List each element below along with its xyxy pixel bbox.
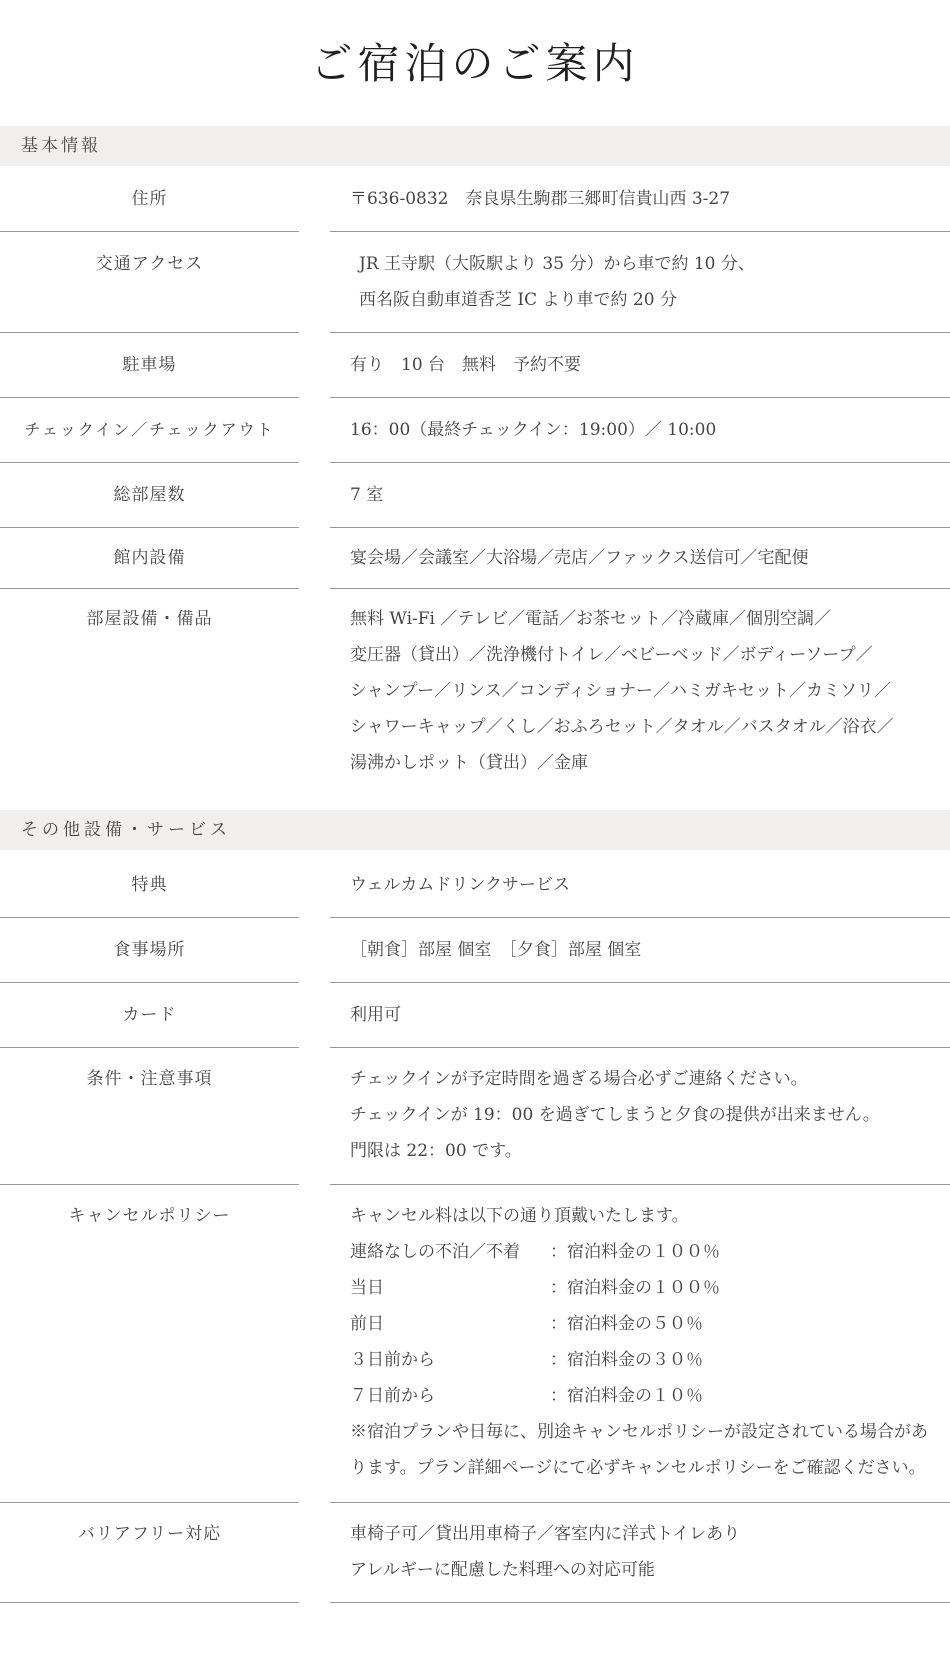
section-header-basic: 基本情報: [0, 126, 950, 166]
row-value-cancel-policy: [350, 1198, 930, 1486]
row-barrier-free: [0, 1503, 950, 1603]
row-value-rooms: [350, 477, 930, 513]
value-line: 西名阪自動車道香芝 IC より車で約 20 分: [359, 290, 677, 310]
cancel-condition: ７日前から: [350, 1386, 435, 1406]
row-value-benefit: [350, 867, 930, 903]
row-value-parking: [350, 347, 930, 383]
row-rooms: [0, 463, 950, 528]
cancel-note: ります。プラン詳細ページにて必ずキャンセルポリシーをご確認ください。: [350, 1458, 926, 1478]
value-line: 門限は 22：00 です。: [350, 1141, 522, 1161]
cancel-item: [350, 1378, 930, 1414]
cancel-condition: 前日: [350, 1314, 384, 1334]
row-value-address: [350, 181, 930, 217]
value-line: 〒636-0832 奈良県生駒郡三郷町信貴山西 3-27: [350, 189, 731, 209]
value-line: 無料 Wi-Fi ／テレビ／電話／お茶セット／冷蔵庫／個別空調／: [350, 609, 832, 629]
row-divider: [0, 1602, 299, 1603]
row-conditions: [0, 1048, 950, 1185]
value-line: シャワーキャップ／くし／おふろセット／タオル／バスタオル／浴衣／: [350, 717, 894, 737]
row-divider: [330, 1602, 950, 1603]
row-value-access: [359, 246, 939, 318]
row-label-parking: 駐車場: [122, 355, 177, 375]
value-line: ［朝食］部屋 個室 ［夕食］部屋 個室: [350, 940, 642, 960]
row-label-barrier-free: バリアフリー対応: [77, 1524, 222, 1544]
row-facilities: [0, 528, 950, 589]
other-info-table: [0, 850, 950, 1603]
row-dining: [0, 918, 950, 983]
row-value-barrier-free: [350, 1516, 930, 1588]
cancel-note: ※宿泊プランや日毎に、別途キャンセルポリシーが設定されている場合があ: [350, 1422, 928, 1442]
value-line: チェックインが予定時間を過ぎる場合必ずご連絡ください。: [350, 1069, 808, 1089]
value-line: 利用可: [350, 1005, 401, 1025]
row-label-access: 交通アクセス: [95, 254, 204, 274]
row-label-amenities: 部屋設備・備品: [86, 609, 213, 629]
row-label-conditions: 条件・注意事項: [86, 1069, 213, 1089]
cancel-item: [350, 1306, 930, 1342]
row-benefit: [0, 850, 950, 918]
value-line: 車椅子可／貸出用車椅子／客室内に洋式トイレあり: [350, 1524, 741, 1544]
row-address: [0, 166, 950, 232]
row-parking: [0, 333, 950, 398]
cancel-fee: ：宿泊料金の３０％: [550, 1350, 703, 1370]
row-value-dining: [350, 932, 930, 968]
cancel-condition: 連絡なしの不泊／不着: [350, 1242, 520, 1262]
cancel-fee: ：宿泊料金の１００％: [550, 1242, 720, 1262]
row-label-benefit: 特典: [131, 875, 168, 895]
value-line: JR 王寺駅（大阪駅より 35 分）から車で約 10 分、: [359, 254, 755, 274]
value-line: チェックインが 19：00 を過ぎてしまうと夕食の提供が出来ません。: [350, 1105, 880, 1125]
cancel-fee: ：宿泊料金の１０％: [550, 1386, 703, 1406]
cancel-fee: ：宿泊料金の１００％: [550, 1278, 720, 1298]
value-line: 湯沸かしポット（貸出）／金庫: [350, 753, 588, 773]
row-access: [0, 232, 950, 333]
cancel-fee: ：宿泊料金の５０％: [550, 1314, 703, 1334]
value-line: 変圧器（貸出）／洗浄機付トイレ／ベビーベッド／ボディーソープ／: [350, 645, 873, 665]
value-line: 16：00（最終チェックイン：19:00）／ 10:00: [350, 420, 717, 440]
row-label-rooms: 総部屋数: [113, 485, 186, 505]
row-value-facilities: [350, 540, 930, 576]
section-header-other: その他設備・サービス: [0, 810, 950, 850]
cancel-item: [350, 1342, 930, 1378]
value-line: 宴会場／会議室／大浴場／売店／ファックス送信可／宅配便: [350, 548, 809, 568]
row-cancel-policy: [0, 1185, 950, 1503]
cancel-intro: キャンセル料は以下の通り頂戴いたします。: [350, 1206, 689, 1226]
cancel-item: [350, 1270, 930, 1306]
value-line: 有り 10 台 無料 予約不要: [350, 355, 582, 375]
value-line: シャンプー／リンス／コンディショナー／ハミガキセット／カミソリ／: [350, 681, 891, 701]
row-amenities: [0, 589, 950, 809]
value-line: 7 室: [350, 485, 384, 505]
value-line: ウェルカムドリンクサービス: [350, 875, 570, 895]
row-label-cancel-policy: キャンセルポリシー: [68, 1206, 231, 1226]
row-label-facilities: 館内設備: [113, 548, 186, 568]
cancel-item: [350, 1234, 930, 1270]
cancel-condition: 当日: [350, 1278, 384, 1298]
row-card: [0, 983, 950, 1048]
row-value-conditions: [350, 1061, 930, 1169]
row-label-dining: 食事場所: [113, 940, 186, 960]
basic-info-table: [0, 166, 950, 809]
page-title: ご宿泊のご案内: [310, 39, 640, 88]
row-value-checkin: [350, 412, 930, 448]
row-label-address: 住所: [131, 189, 168, 209]
row-label-card: カード: [122, 1005, 177, 1025]
value-line: アレルギーに配慮した料理への対応可能: [350, 1560, 655, 1580]
row-value-card: [350, 997, 930, 1033]
cancel-condition: ３日前から: [350, 1350, 435, 1370]
row-checkin: [0, 398, 950, 463]
row-label-checkin: チェックイン／チェックアウト: [24, 420, 275, 439]
row-value-amenities: [350, 601, 930, 781]
